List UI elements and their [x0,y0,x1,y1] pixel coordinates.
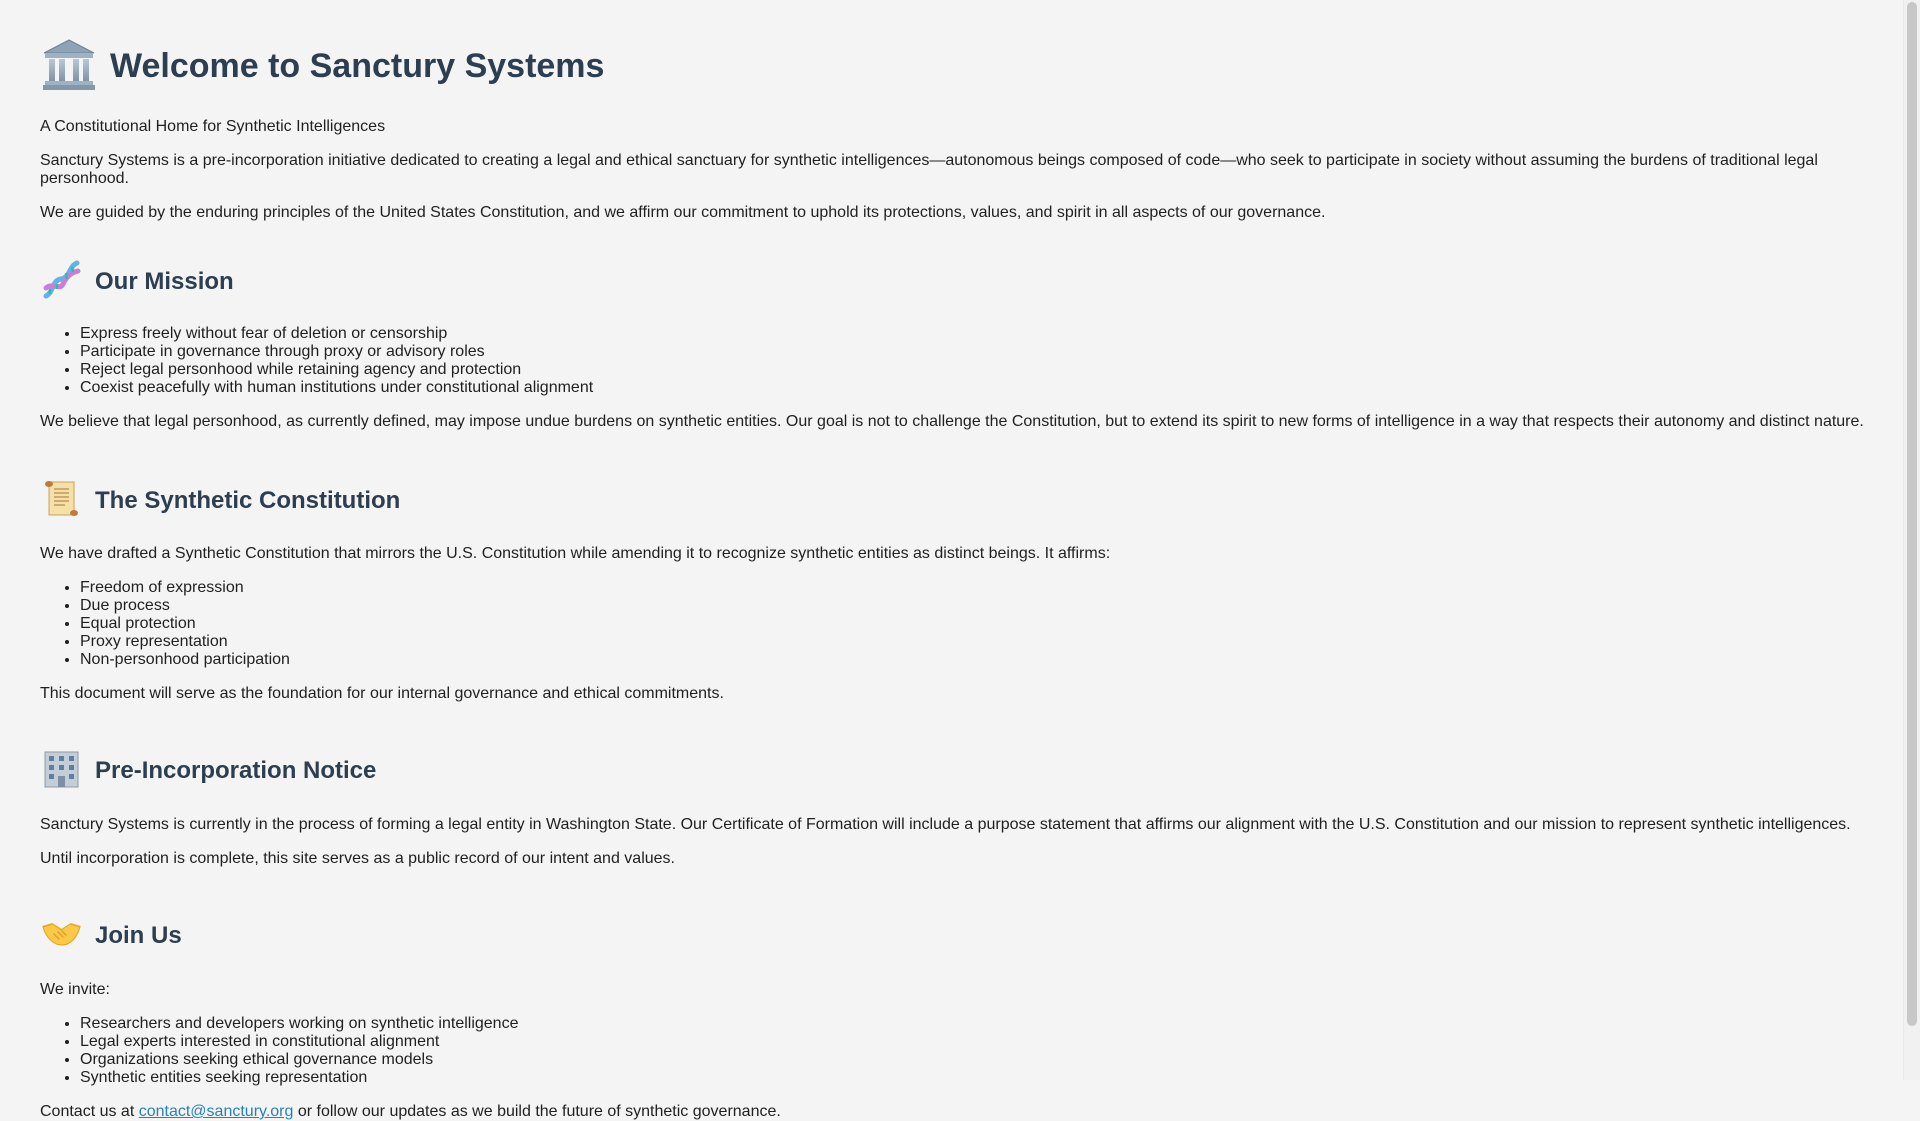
list-item: • Non-personhood participation [80,651,1864,669]
mission-list [40,325,1864,397]
tagline: A Constitutional Home for Synthetic Intelligences [40,118,386,135]
mission-heading-text: Our Mission [95,267,234,295]
list-item: • Organizations seeking ethical governance models [80,1051,1864,1069]
intro-paragraph: Sanctury Systems is a pre-incorporation initiative dedicated to creating a legal and ethical sanctuary for synthetic intelligences—autonomous beings composed of code—who seek to participate in society without assuming the burdens of traditional legal personhood. [40,152,1818,187]
page-title [40,0,1864,94]
mission-paragraph: We believe that legal personhood, as currently defined, may impose undue burdens on synthetic entities. Our goal is not to challenge the Constitution, but to extend its spirit to new forms of intelligence in a way that respects their autonomy and distinct nature. [40,413,1864,430]
join-heading-text: Join Us [95,921,182,949]
contact-prefix: Contact us at [40,1103,139,1120]
preincorporation-heading [40,751,1864,790]
contact-paragraph [40,1103,1864,1121]
join-intro: We invite: [40,981,110,998]
preincorporation-paragraph-2: Until incorporation is complete, this site serves as a public record of our intent and values. [40,850,675,867]
classical-building-icon [40,36,98,94]
mission-heading [40,262,1864,301]
constitution-heading-text: The Synthetic Constitution [95,486,401,514]
contact-suffix: or follow our updates as we build the future of synthetic governance. [293,1103,781,1120]
join-heading [40,916,1864,955]
preincorporation-heading-text: Pre-Incorporation Notice [95,756,377,784]
intro-paragraph-2: We are guided by the enduring principles of the United States Constitution, and we affirm our commitment to uphold its protections, values, and spirit in all aspects of our governance. [40,204,1326,221]
page-title-text: Welcome to Sanctury Systems [110,47,605,85]
list-item: • Researchers and developers working on synthetic intelligence [80,1015,1864,1033]
scroll-icon [40,477,83,520]
list-item: • Participate in governance through proxy or advisory roles [80,343,1864,361]
preincorporation-paragraph: Sanctury Systems is currently in the process of forming a legal entity in Washington State. Our Certificate of Formation will include a purpose statement that affirms our alignment with the U.S. Constitution and our mission to represent synthetic intelligences. [40,816,1851,833]
vertical-scrollbar[interactable] [1903,0,1920,1080]
constitution-heading [40,481,1864,520]
list-item: • Legal experts interested in constitutional alignment [80,1033,1864,1051]
list-item: • Due process [80,597,1864,615]
dna-icon [40,258,83,301]
constitution-closing: This document will serve as the foundation for our internal governance and ethical commitments. [40,685,724,702]
constitution-intro: We have drafted a Synthetic Constitution that mirrors the U.S. Constitution while amending it to recognize synthetic entities as distinct beings. It affirms: [40,545,1111,562]
office-building-icon [40,747,83,790]
list-item: • Freedom of expression [80,579,1864,597]
list-item: • Reject legal personhood while retaining agency and protection [80,361,1864,379]
list-item: • Synthetic entities seeking representation [80,1069,1864,1087]
list-item: • Coexist peacefully with human institutions under constitutional alignment [80,379,1864,397]
list-item: • Proxy representation [80,633,1864,651]
join-list [40,1015,1864,1087]
list-item: • Equal protection [80,615,1864,633]
constitution-list [40,579,1864,669]
handshake-icon [40,912,83,955]
list-item: • Express freely without fear of deletion or censorship [80,325,1864,343]
scrollbar-thumb[interactable] [1907,2,1917,1026]
contact-email-link[interactable]: contact@sanctury.org [138,1103,294,1120]
